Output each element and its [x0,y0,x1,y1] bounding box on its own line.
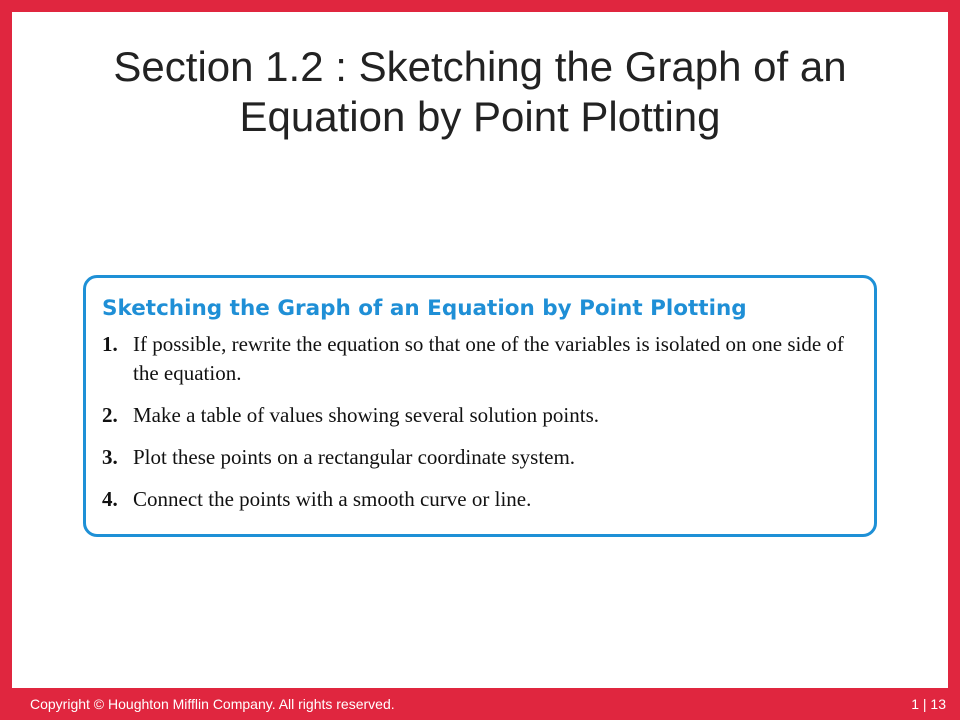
step-text: Make a table of values showing several solution points. [133,403,599,427]
slide-title-line-2: Equation by Point Plotting [239,93,721,140]
definition-box-heading: Sketching the Graph of an Equation by Point Plotting [102,296,747,321]
step-2 [102,401,862,430]
step-1 [102,330,862,388]
step-number: 4. [102,487,118,511]
slide-footer [0,688,960,720]
definition-box [83,275,877,537]
copyright-notice: Copyright © Houghton Mifflin Company. All rights reserved. [30,696,395,712]
step-number: 1. [102,332,118,356]
slide-title-line-1: Section 1.2 : Sketching the Graph of an [113,43,847,90]
step-text: If possible, rewrite the equation so that one of the variables is isolated on one side of the equation. [133,332,844,385]
slide-title [12,42,948,142]
step-number: 3. [102,445,118,469]
step-3 [102,443,862,472]
slide-canvas [12,12,948,688]
step-text: Plot these points on a rectangular coordinate system. [133,445,576,469]
step-4 [102,485,862,514]
step-text: Connect the points with a smooth curve or line. [133,487,532,511]
steps-list [102,330,862,514]
page-number: 1 | 13 [911,696,946,712]
step-number: 2. [102,403,118,427]
